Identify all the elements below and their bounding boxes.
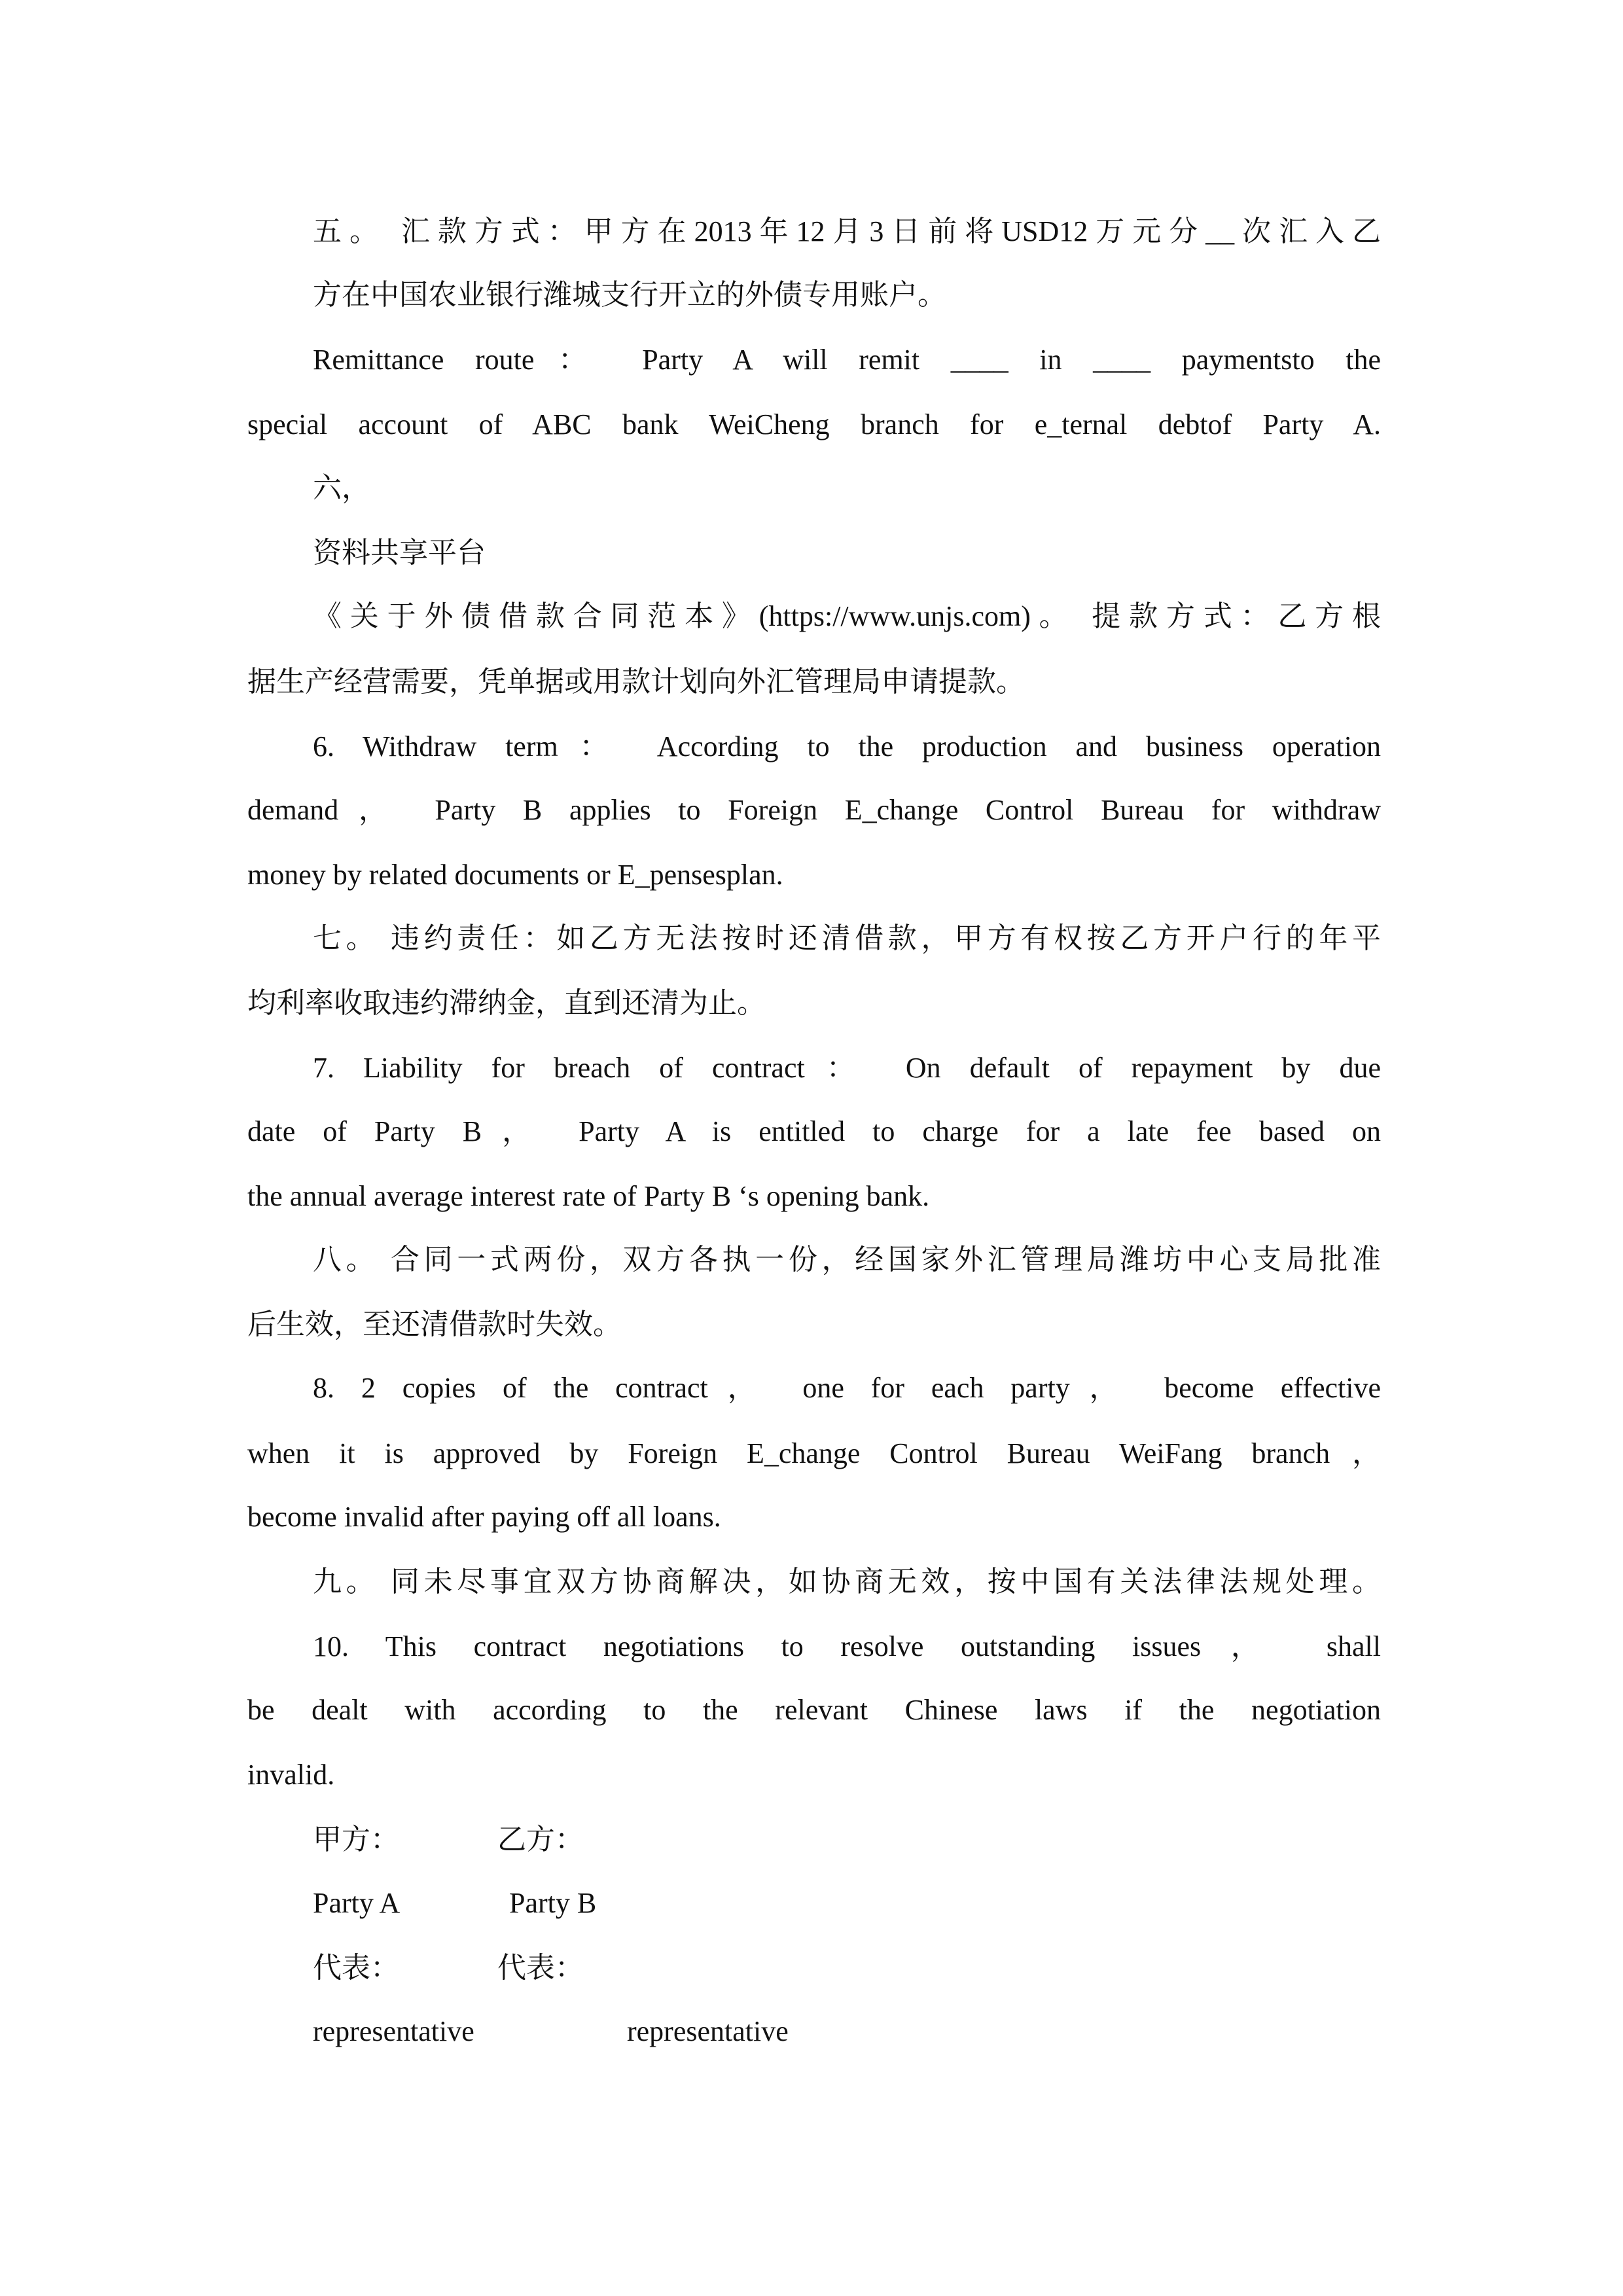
clause-6-en-line-1: 6. Withdraw term： According to the production and business operation xyxy=(313,730,1381,762)
source-label: 资料共享平台 xyxy=(313,537,486,569)
rep-b-en-label: representative xyxy=(627,2015,789,2047)
clause-8-en-line-3: become invalid after paying off all loans. xyxy=(247,1501,721,1533)
clause-7-cn-line-1: 七。 违约责任：如乙方无法按时还清借款，甲方有权按乙方开户行的年平 xyxy=(313,922,1381,954)
rep-a-en-label: representative xyxy=(313,2015,474,2047)
clause-6-number: 六， xyxy=(313,472,370,504)
rep-b-cn-label: 代表： xyxy=(497,1952,584,1984)
clause-5-cn-line-2: 方在中国农业银行潍城支行开立的外债专用账户。 xyxy=(313,279,946,311)
rep-a-cn-label: 代表： xyxy=(313,1952,399,1984)
clause-9-cn-line-1: 九。 同未尽事宜双方协商解决，如协商无效，按中国有关法律法规处理。 xyxy=(313,1566,1381,1598)
clause-6-cn-line-1: 《关于外债借款合同范本》(https://www.unjs.com)。 提款方式：乙方根 xyxy=(313,600,1381,632)
clause-6-en-line-2: demand， Party B applies to Foreign E_change Control Bureau for withdraw xyxy=(247,794,1381,826)
clause-10-en-line-3: invalid. xyxy=(247,1759,335,1791)
clause-5-en-line-1: Remittance route： Party A will remit ____ in ____ paymentsto the xyxy=(313,344,1381,376)
party-b-en-label: Party B xyxy=(509,1887,597,1919)
clause-7-en-line-2: date of Party B， Party A is entitled to charge for a late fee based on xyxy=(247,1115,1381,1147)
clause-6-cn-line-2: 据生产经营需要，凭单据或用款计划向外汇管理局申请提款。 xyxy=(247,666,1025,698)
clause-5-en-line-2: special account of ABC bank WeiCheng branch for e_ternal debtof Party A. xyxy=(247,408,1381,440)
clause-8-en-line-2: when it is approved by Foreign E_change Control Bureau WeiFang branch， xyxy=(247,1437,1381,1469)
clause-7-en-line-3: the annual average interest rate of Party B ‘s opening bank. xyxy=(247,1180,930,1212)
party-a-cn-label: 甲方： xyxy=(313,1823,399,1856)
clause-8-en-line-1: 8. 2 copies of the contract， one for each party， become effective xyxy=(313,1372,1381,1404)
clause-10-en-line-2: be dealt with according to the relevant Chinese laws if the negotiation xyxy=(247,1694,1381,1726)
party-a-en-label: Party A xyxy=(313,1887,401,1919)
clause-7-en-line-1: 7. Liability for breach of contract： On default of repayment by due xyxy=(313,1052,1381,1084)
clause-6-en-line-3: money by related documents or E_pensesplan. xyxy=(247,859,783,891)
clause-7-cn-line-2: 均利率收取违约滞纳金，直到还清为止。 xyxy=(247,987,766,1019)
clause-8-cn-line-1: 八。 合同一式两份，双方各执一份，经国家外汇管理局潍坊中心支局批准 xyxy=(313,1244,1381,1276)
party-b-cn-label: 乙方： xyxy=(497,1823,584,1856)
clause-10-en-line-1: 10. This contract negotiations to resolve outstanding issues， shall xyxy=(313,1630,1381,1662)
clause-8-cn-line-2: 后生效，至还清借款时失效。 xyxy=(247,1308,622,1340)
clause-5-cn-line-1: 五。 汇款方式：甲方在2013年12月3日前将USD12万元分__次汇入乙 xyxy=(313,215,1381,247)
